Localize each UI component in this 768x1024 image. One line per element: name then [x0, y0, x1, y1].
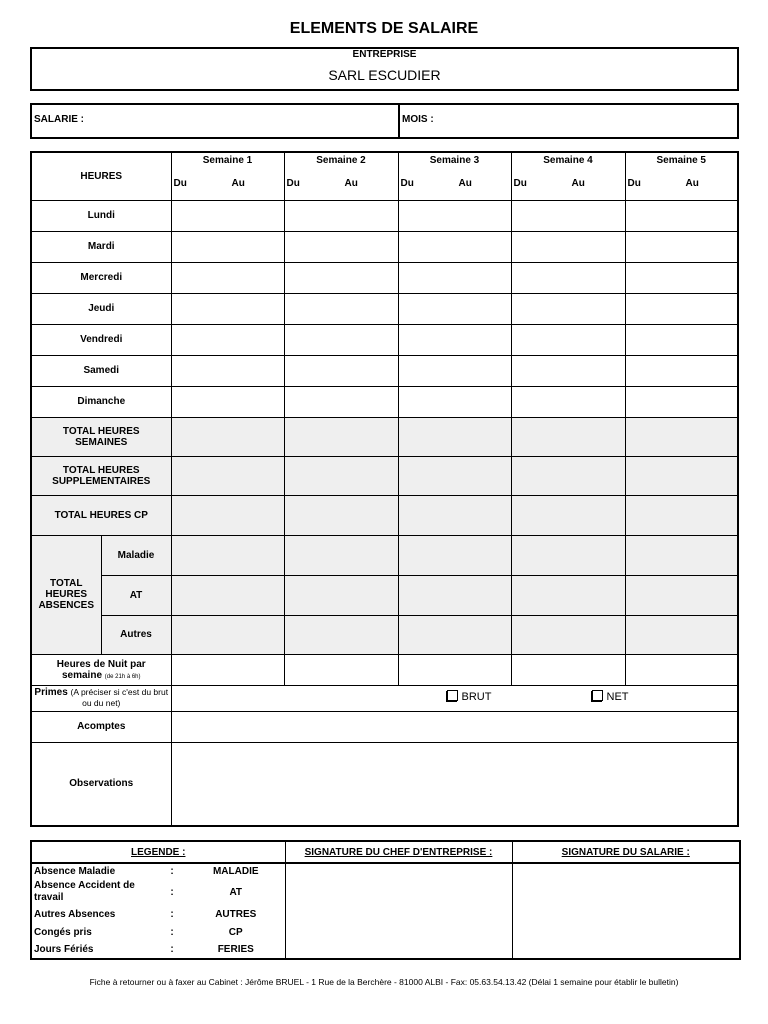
du-label: Du [286, 178, 300, 189]
legend-colon: : [170, 866, 174, 877]
legend-code: FERIES [187, 941, 285, 959]
absence-cell[interactable] [625, 535, 738, 575]
brut-label: BRUT [461, 690, 492, 703]
legend-row [31, 863, 740, 879]
hours-cell[interactable] [398, 355, 511, 386]
observations-label: Observations [31, 742, 171, 826]
primes-label [31, 685, 171, 711]
nuit-cell[interactable] [171, 654, 284, 685]
hours-cell[interactable] [284, 262, 398, 293]
total-cell[interactable] [398, 495, 511, 535]
legend-label: Absence Maladie [34, 866, 116, 877]
au-label: Au [571, 178, 585, 189]
divider [398, 105, 400, 137]
table-row [31, 293, 738, 324]
signature-chef-area[interactable] [285, 863, 512, 959]
total-cp-label: TOTAL HEURES CP [31, 495, 171, 535]
net-label: NET [606, 690, 629, 703]
nuit-label [31, 654, 171, 685]
total-cell[interactable] [284, 495, 398, 535]
legend-colon: : [170, 944, 174, 955]
primes-cell[interactable] [171, 685, 738, 711]
day-label: Lundi [31, 200, 171, 231]
signature-salarie-label [512, 841, 740, 863]
absence-cell[interactable] [284, 615, 398, 654]
week-label: Semaine 4 [543, 155, 593, 166]
legend-title-text: LEGENDE : [131, 846, 186, 858]
hours-table [30, 151, 739, 827]
total-cell[interactable] [511, 456, 625, 495]
entreprise-box [30, 47, 739, 91]
absence-cell[interactable] [511, 615, 625, 654]
legend-header-row [31, 841, 740, 863]
primes-text: Primes [34, 687, 68, 698]
absence-cell[interactable] [398, 535, 511, 575]
hours-cell[interactable] [511, 231, 625, 262]
du-label: Du [400, 178, 414, 189]
absence-cell[interactable] [398, 615, 511, 654]
du-label: Du [627, 178, 641, 189]
absence-type-label: Maladie [101, 535, 171, 575]
legend-code: AUTRES [187, 905, 285, 923]
total-cell[interactable] [284, 456, 398, 495]
net-option[interactable] [592, 690, 629, 703]
observations-cell[interactable] [171, 742, 738, 826]
table-row [31, 615, 738, 654]
week-label: Semaine 3 [429, 155, 480, 166]
week-header [511, 152, 625, 200]
week-header [284, 152, 398, 200]
acomptes-cell[interactable] [171, 711, 738, 742]
du-label: Du [513, 178, 527, 189]
au-label: Au [685, 178, 699, 189]
absence-type-label: Autres [101, 615, 171, 654]
au-label: Au [231, 178, 245, 189]
primes-note: (A préciser si c'est du brut ou du net) [70, 687, 169, 708]
absence-cell[interactable] [171, 615, 284, 654]
hours-cell[interactable] [284, 355, 398, 386]
hours-cell[interactable] [398, 200, 511, 231]
entreprise-label: ENTREPRISE [352, 49, 417, 60]
salarie-mois-box [30, 103, 739, 139]
hours-cell[interactable] [284, 386, 398, 417]
acomptes-label: Acomptes [31, 711, 171, 742]
hours-cell[interactable] [625, 293, 738, 324]
hours-cell[interactable] [625, 355, 738, 386]
absence-cell[interactable] [284, 535, 398, 575]
day-label: Mercredi [31, 262, 171, 293]
legend-title [31, 841, 285, 863]
legend-colon: : [170, 886, 174, 898]
total-semaines-label: TOTAL HEURES SEMAINES [31, 417, 171, 456]
table-row [31, 575, 738, 615]
table-row [31, 324, 738, 355]
table-row [31, 456, 738, 495]
week-header [625, 152, 738, 200]
total-cell[interactable] [511, 495, 625, 535]
total-cell[interactable] [398, 456, 511, 495]
total-supp-label: TOTAL HEURES SUPPLEMENTAIRES [31, 456, 171, 495]
nuit-cell[interactable] [625, 654, 738, 685]
table-header-row [31, 152, 738, 200]
table-row [31, 685, 738, 711]
signature-chef-label [285, 841, 512, 863]
total-cell[interactable] [398, 417, 511, 456]
day-label: Vendredi [31, 324, 171, 355]
hours-cell[interactable] [284, 200, 398, 231]
heures-header: HEURES [31, 152, 171, 200]
brut-option[interactable] [447, 690, 492, 703]
absence-cell[interactable] [398, 575, 511, 615]
week-label: Semaine 1 [202, 155, 253, 166]
nuit-note: (de 21h à 6h) [104, 673, 141, 680]
hours-cell[interactable] [398, 293, 511, 324]
nuit-cell[interactable] [398, 654, 511, 685]
hours-cell[interactable] [511, 386, 625, 417]
total-absences-label: TOTAL HEURES ABSENCES [31, 535, 101, 654]
week-header [398, 152, 511, 200]
hours-cell[interactable] [284, 293, 398, 324]
legend-label: Absence Accident de travail [34, 880, 135, 903]
week-header [171, 152, 284, 200]
table-row [31, 495, 738, 535]
table-row [31, 262, 738, 293]
hours-cell[interactable] [398, 231, 511, 262]
absence-cell[interactable] [171, 535, 284, 575]
absence-type-label: AT [101, 575, 171, 615]
total-cell[interactable] [625, 417, 738, 456]
hours-cell[interactable] [171, 386, 284, 417]
legend-label: Congés pris [34, 926, 92, 938]
mois-label: MOIS : [402, 114, 434, 125]
nuit-cell[interactable] [284, 654, 398, 685]
hours-cell[interactable] [511, 262, 625, 293]
salarie-label: SALARIE : [34, 114, 84, 125]
total-cell[interactable] [171, 495, 284, 535]
day-label: Mardi [31, 231, 171, 262]
legend-table [30, 840, 741, 960]
table-row [31, 711, 738, 742]
day-label: Samedi [31, 355, 171, 386]
hours-cell[interactable] [171, 200, 284, 231]
hours-cell[interactable] [171, 324, 284, 355]
hours-cell[interactable] [625, 200, 738, 231]
hours-cell[interactable] [625, 262, 738, 293]
legend-code: CP [187, 923, 285, 941]
table-row [31, 386, 738, 417]
total-cell[interactable] [171, 456, 284, 495]
hours-cell[interactable] [625, 386, 738, 417]
hours-cell[interactable] [171, 293, 284, 324]
absence-cell[interactable] [171, 575, 284, 615]
nuit-cell[interactable] [511, 654, 625, 685]
legend-colon: : [170, 908, 174, 920]
entreprise-name[interactable]: SARL ESCUDIER [328, 67, 441, 83]
week-label: Semaine 5 [656, 155, 706, 166]
au-label: Au [344, 178, 358, 189]
hours-cell[interactable] [398, 386, 511, 417]
total-cell[interactable] [625, 456, 738, 495]
absence-cell[interactable] [625, 615, 738, 654]
signature-salarie-text: SIGNATURE DU SALARIE : [561, 846, 690, 858]
hours-cell[interactable] [171, 262, 284, 293]
legend-label: Jours Fériés [34, 944, 94, 955]
absence-cell[interactable] [284, 575, 398, 615]
table-row [31, 200, 738, 231]
net-checkbox[interactable] [592, 690, 603, 701]
hours-cell[interactable] [511, 200, 625, 231]
au-label: Au [458, 178, 472, 189]
total-cell[interactable] [511, 417, 625, 456]
hours-cell[interactable] [398, 262, 511, 293]
hours-cell[interactable] [398, 324, 511, 355]
day-label: Jeudi [31, 293, 171, 324]
legend-colon: : [170, 926, 174, 938]
hours-cell[interactable] [511, 324, 625, 355]
legend-code: MALADIE [187, 863, 285, 879]
hours-cell[interactable] [171, 231, 284, 262]
day-label: Dimanche [31, 386, 171, 417]
legend-code: AT [187, 879, 285, 905]
nuit-text: Heures de Nuit par semaine [56, 658, 146, 681]
table-row [31, 231, 738, 262]
page-title: ELEMENTS DE SALAIRE [289, 20, 479, 37]
absence-cell[interactable] [625, 575, 738, 615]
absence-cell[interactable] [511, 575, 625, 615]
signature-chef-text: SIGNATURE DU CHEF D'ENTREPRISE : [304, 846, 493, 858]
signature-salarie-area[interactable] [512, 863, 740, 959]
legend-label: Autres Absences [34, 908, 116, 920]
hours-cell[interactable] [511, 293, 625, 324]
total-cell[interactable] [625, 495, 738, 535]
hours-cell[interactable] [625, 324, 738, 355]
hours-cell[interactable] [284, 231, 398, 262]
hours-cell[interactable] [625, 231, 738, 262]
table-row [31, 355, 738, 386]
total-cell[interactable] [284, 417, 398, 456]
absence-cell[interactable] [511, 535, 625, 575]
footer-note: Fiche à retourner ou à faxer au Cabinet : Jérôme BRUEL - 1 Rue de la Berchère - 81000 ALBI - Fax: 05.63.54.13.42 (Délai 1 semaine pour établir le bulletin) [89, 977, 679, 987]
hours-cell[interactable] [171, 355, 284, 386]
total-cell[interactable] [171, 417, 284, 456]
week-label: Semaine 2 [316, 155, 366, 166]
brut-checkbox[interactable] [447, 690, 458, 701]
table-row [31, 535, 738, 575]
hours-cell[interactable] [284, 324, 398, 355]
hours-cell[interactable] [511, 355, 625, 386]
table-row [31, 654, 738, 685]
table-row [31, 417, 738, 456]
table-row [31, 742, 738, 826]
du-label: Du [173, 178, 187, 189]
